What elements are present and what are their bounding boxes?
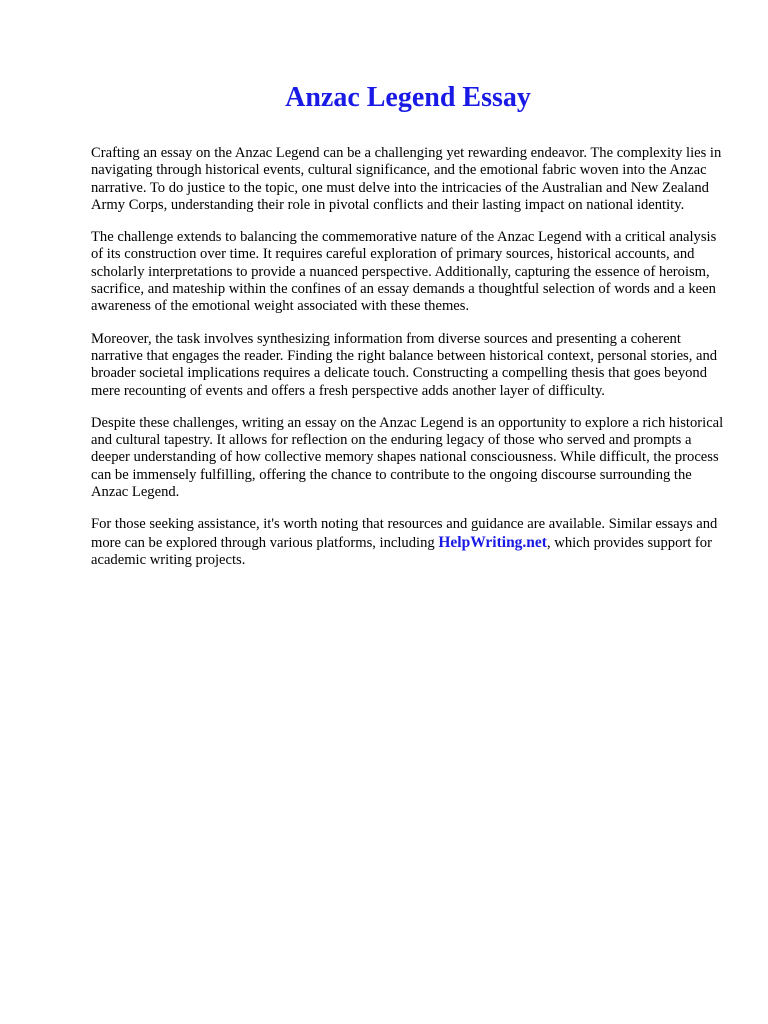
paragraph-1: Crafting an essay on the Anzac Legend can be a challenging yet rewarding endeavor. The complexity lies in navigating through historical events, cultural significance, and the emotional fabric woven into the Anzac narrative. To do justice to the topic, one must delve into the intricacies of the Australian and New Zealand Army Corps, understanding their role in pivotal conflicts and their lasting impact on national identity. <box>91 145 722 213</box>
paragraph-2: The challenge extends to balancing the commemorative nature of the Anzac Legend with a critical analysis of its construction over time. It requires careful exploration of primary sources, historical accounts, and scholarly interpretations to provide a nuanced perspective. Additionally, capturing the essence of heroism, sacrifice, and mateship within the confines of an essay demands a thoughtful selection of words and a keen awareness of the emotional weight associated with these themes. <box>91 229 717 315</box>
essay-body <box>91 145 731 584</box>
closing-text-after-link: , which provides support for academic writing projects. <box>91 534 712 568</box>
closing-paragraph <box>91 516 731 569</box>
closing-text-before-link: For those seeking assistance, it's worth noting that resources and guidance are available. Similar essays and more can be explored through various platforms, including <box>91 516 718 551</box>
paragraph-3: Moreover, the task involves synthesizing information from diverse sources and presenting a coherent narrative that engages the reader. Finding the right balance between historical context, personal stories, and broader societal implications requires a delicate touch. Constructing a compelling thesis that goes beyond mere recounting of events and offers a fresh perspective adds another layer of difficulty. <box>91 330 718 399</box>
paragraph-4: Despite these challenges, writing an essay on the Anzac Legend is an opportunity to explore a rich historical and cultural tapestry. It allows for reflection on the enduring legacy of those who served and prompts a deeper understanding of how collective memory shapes national consciousness. While difficult, the process can be immensely fulfilling, offering the chance to contribute to the ongoing discourse surrounding the Anzac Legend. <box>91 414 724 501</box>
helpwriting-link[interactable]: HelpWriting.net <box>438 533 547 551</box>
page-title: Anzac Legend Essay <box>285 82 531 113</box>
